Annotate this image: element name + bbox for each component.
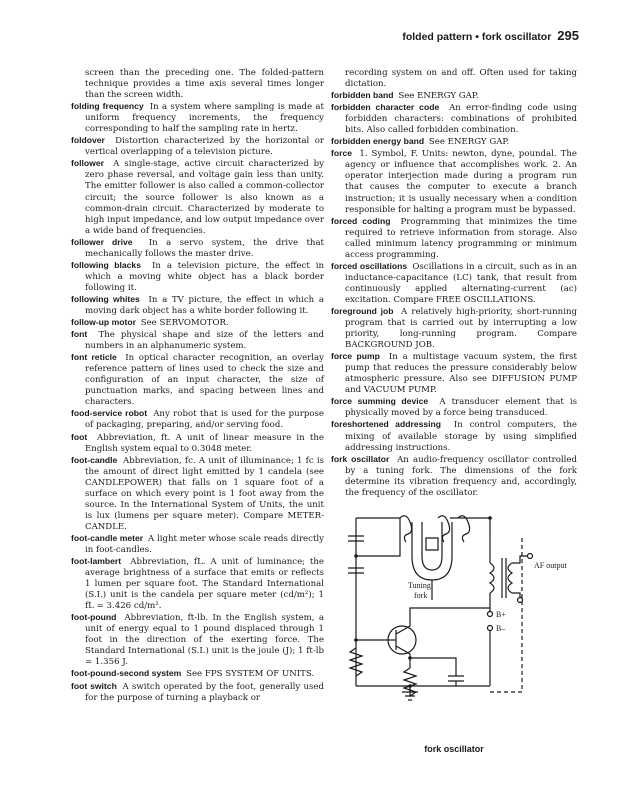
entry-text: In control computers, the mixing of available storage by using simplified addressing instructions. bbox=[345, 420, 578, 453]
af-output-terminal bbox=[528, 554, 533, 559]
dictionary-entry bbox=[331, 351, 577, 396]
header-title: folded pattern • fork oscillator bbox=[402, 31, 552, 43]
entry-term: folding frequency bbox=[71, 101, 144, 112]
page-number: 295 bbox=[557, 28, 579, 43]
entry-text: Abbreviation, fL. A unit of luminance; the average brightness of a surface that emits or reflects 1 lumen per square foot. The Standard International (S.I.) unit is the candela per square meter (cd/m²); 1 fL = 3.426 cd/m². bbox=[85, 557, 325, 612]
entry-text: The physical shape and size of the letters and numbers in an alphanumeric system. bbox=[85, 330, 324, 352]
dictionary-entry bbox=[331, 419, 577, 453]
entry-text: In a servo system, the drive that mechanically follows the master drive. bbox=[85, 237, 325, 259]
b-minus-label: B– bbox=[496, 624, 506, 633]
entry-term: forbidden character code bbox=[331, 102, 440, 113]
entry-term: foot-candle bbox=[71, 454, 118, 465]
entry-term: follower drive bbox=[71, 236, 133, 247]
af-output-label: AF output bbox=[534, 561, 567, 570]
left-column bbox=[71, 68, 324, 704]
dictionary-entry bbox=[71, 68, 324, 101]
entry-text: See SERVOMOTOR. bbox=[140, 318, 229, 329]
entry-text: An error-finding code using forbidden characters: combinations of prohibited bits. Also called forbidden combination. bbox=[345, 103, 577, 136]
fork-oscillator-schematic bbox=[340, 508, 580, 744]
b-plus-terminal bbox=[488, 612, 493, 617]
dictionary-entry bbox=[71, 317, 324, 329]
entry-text: See ENERGY GAP. bbox=[398, 91, 479, 102]
entry-text: In a TV picture, the effect in which a moving dark object has a white border following it. bbox=[85, 294, 324, 316]
dictionary-entry bbox=[331, 68, 577, 90]
entry-term: food-service robot bbox=[71, 408, 148, 419]
entry-text: A switch operated by the foot, generally used for the purpose of turning a playback or bbox=[85, 681, 324, 703]
dictionary-entry bbox=[71, 352, 324, 408]
entry-term: foreground job bbox=[331, 305, 394, 316]
entry-text: See ENERGY GAP. bbox=[428, 137, 510, 148]
b-plus-label: B+ bbox=[496, 610, 506, 619]
dictionary-entry bbox=[71, 135, 324, 158]
af-output-terminal bbox=[518, 598, 523, 603]
entry-term: foot-lambert bbox=[71, 556, 122, 567]
entry-text: A relatively high-priority, short-running program that is carried out by interrupting a low priority, long-running program. Compare BACKGROUND JOB. bbox=[345, 306, 577, 351]
dictionary-entry bbox=[71, 260, 324, 294]
entry-term: force pump bbox=[331, 351, 380, 362]
entry-term: forced coding bbox=[331, 215, 391, 226]
entry-text: An audio-frequency oscillator controlled by a tuning fork. The dimensions of the fork determine its vibration frequency and, accordingly, the frequency of the oscillator. bbox=[345, 454, 577, 498]
entry-term: foot-pound bbox=[71, 612, 117, 623]
dictionary-entry bbox=[71, 612, 324, 668]
entry-text: Programming that minimizes the time required to retrieve information from storage. Also called minimum latency programming or minimum access programming. bbox=[345, 216, 578, 260]
dictionary-entry bbox=[331, 396, 577, 419]
right-column bbox=[331, 68, 577, 499]
entry-text: In a television picture, the effect in which a moving white object has a black border following it. bbox=[85, 260, 324, 293]
entry-term: force summing device bbox=[331, 396, 429, 407]
entry-term: fork oscillator bbox=[331, 453, 390, 464]
entry-text: Abbreviation, ft-lb. In the English system, a unit of energy equal to 1 pound displaced through 1 foot in the direction of the exerting force. The Standard International (S.I.) unit is the joule (J); 1 ft-lb = 1.356 J. bbox=[85, 613, 325, 668]
dictionary-entry bbox=[71, 158, 324, 236]
dictionary-entry bbox=[331, 261, 577, 306]
b-minus-terminal bbox=[488, 626, 493, 631]
entry-term: foreshortened addressing bbox=[331, 419, 442, 430]
entry-text: recording system on and off. Often used for taking dictation. bbox=[345, 68, 577, 90]
entry-term: font bbox=[71, 329, 88, 340]
entry-text: A single-stage, active circuit characterized by zero phase reversal, and voltage gain less than unity. The emitter follower is also called a common-collector circuit; the source follower is also known as a common-drain circuit. Characterized by moderate to high input impedance, and low output impedance over a wide band of frequencies. bbox=[85, 159, 324, 236]
entry-term: foldover bbox=[71, 135, 105, 146]
dictionary-entry bbox=[71, 329, 324, 352]
entry-text: Abbreviation, fc. A unit of illuminance; 1 fc is the amount of direct light emitted by 1 candela (see CANDLEPOWER) that falls on 1 square foot of a surface on which every point is 1 foot away from the source. In the International System of Units, the unit is lux (lumens per square meter). Compare METER-CANDLE. bbox=[85, 455, 325, 532]
entry-term: forced oscillations bbox=[331, 260, 408, 271]
entry-term: forbidden energy band bbox=[331, 136, 425, 147]
entry-term: following whites bbox=[71, 293, 140, 304]
entry-term: foot bbox=[71, 431, 88, 442]
dictionary-entry bbox=[331, 90, 577, 102]
entry-text: A transducer element that is physically moved by a force being transduced. bbox=[345, 397, 577, 419]
dictionary-entry bbox=[331, 148, 577, 215]
entry-text: screen than the preceding one. The folded-pattern technique provides a time axis several times longer than the screen width. bbox=[85, 68, 324, 101]
dictionary-entry bbox=[331, 306, 577, 351]
entry-text: Oscillations in a circuit, such as in an inductance-capacitance (LC) tank, that result from continuously applied alternating-current (ac) excitation. Compare FREE OSCILLATIONS. bbox=[345, 261, 577, 305]
entry-text: In a multistage vacuum system, the first pump that reduces the pressure considerably below atmospheric pressure. Also see DIFFUSION PUMP and VACUUM PUMP. bbox=[345, 352, 577, 396]
entry-term: foot-pound-second system bbox=[71, 668, 182, 679]
entry-text: Distortion characterized by the horizontal or vertical overlapping of a television picture. bbox=[85, 136, 324, 158]
entry-text: Any robot that is used for the purpose of packaging, preparing, and/or serving food. bbox=[85, 409, 324, 431]
dictionary-entry bbox=[71, 681, 324, 704]
dictionary-entry bbox=[71, 408, 324, 431]
entry-text: A light meter whose scale reads directly in foot-candles. bbox=[85, 533, 325, 555]
entry-text: 1. Symbol, F. Units: newton, dyne, poundal. The agency or influence that accomplishes work. 2. An operator interjection made during a program run that causes the computer to execute a branch instruction; it is usually necessary when a condition responsible for halting a program must be bypassed. bbox=[345, 149, 577, 215]
dictionary-entry bbox=[71, 455, 324, 533]
dictionary-entry bbox=[71, 432, 324, 455]
entry-text: See FPS SYSTEM OF UNITS. bbox=[186, 669, 315, 680]
dictionary-entry bbox=[71, 533, 324, 556]
tuning-fork-label-line1: Tuning bbox=[408, 581, 431, 590]
dictionary-entry bbox=[71, 237, 324, 260]
entry-term: force bbox=[331, 148, 353, 159]
dictionary-entry bbox=[71, 294, 324, 317]
entry-text: Abbreviation, ft. A unit of linear measure in the English system equal to 0.3048 meter. bbox=[85, 432, 325, 454]
figure-caption: fork oscillator bbox=[424, 744, 484, 754]
dictionary-entry bbox=[331, 136, 577, 148]
entry-term: follow-up motor bbox=[71, 317, 136, 328]
running-header bbox=[402, 28, 579, 43]
entry-term: foot-candle meter bbox=[71, 532, 144, 543]
dictionary-entry bbox=[331, 102, 577, 136]
dictionary-entry bbox=[71, 668, 324, 680]
entry-term: follower bbox=[71, 158, 104, 169]
dictionary-entry bbox=[71, 556, 324, 612]
entry-term: forbidden band bbox=[331, 90, 394, 101]
entry-term: foot switch bbox=[71, 680, 117, 691]
dictionary-entry bbox=[331, 216, 577, 261]
dictionary-entry bbox=[71, 101, 324, 135]
entry-text: In optical character recognition, an overlay reference pattern of lines used to check the size and configuration of an input character, the size of punctuation marks, and spacing between lines and characters. bbox=[85, 353, 324, 408]
entry-text: In a system where sampling is made at uniform frequency increments, the frequency corresponding to half the sampling rate in hertz. bbox=[85, 102, 324, 135]
entry-term: following blacks bbox=[71, 259, 141, 270]
entry-term: font reticle bbox=[71, 352, 117, 363]
dictionary-entry bbox=[331, 454, 577, 499]
tuning-fork-label-line2: fork bbox=[414, 591, 428, 600]
